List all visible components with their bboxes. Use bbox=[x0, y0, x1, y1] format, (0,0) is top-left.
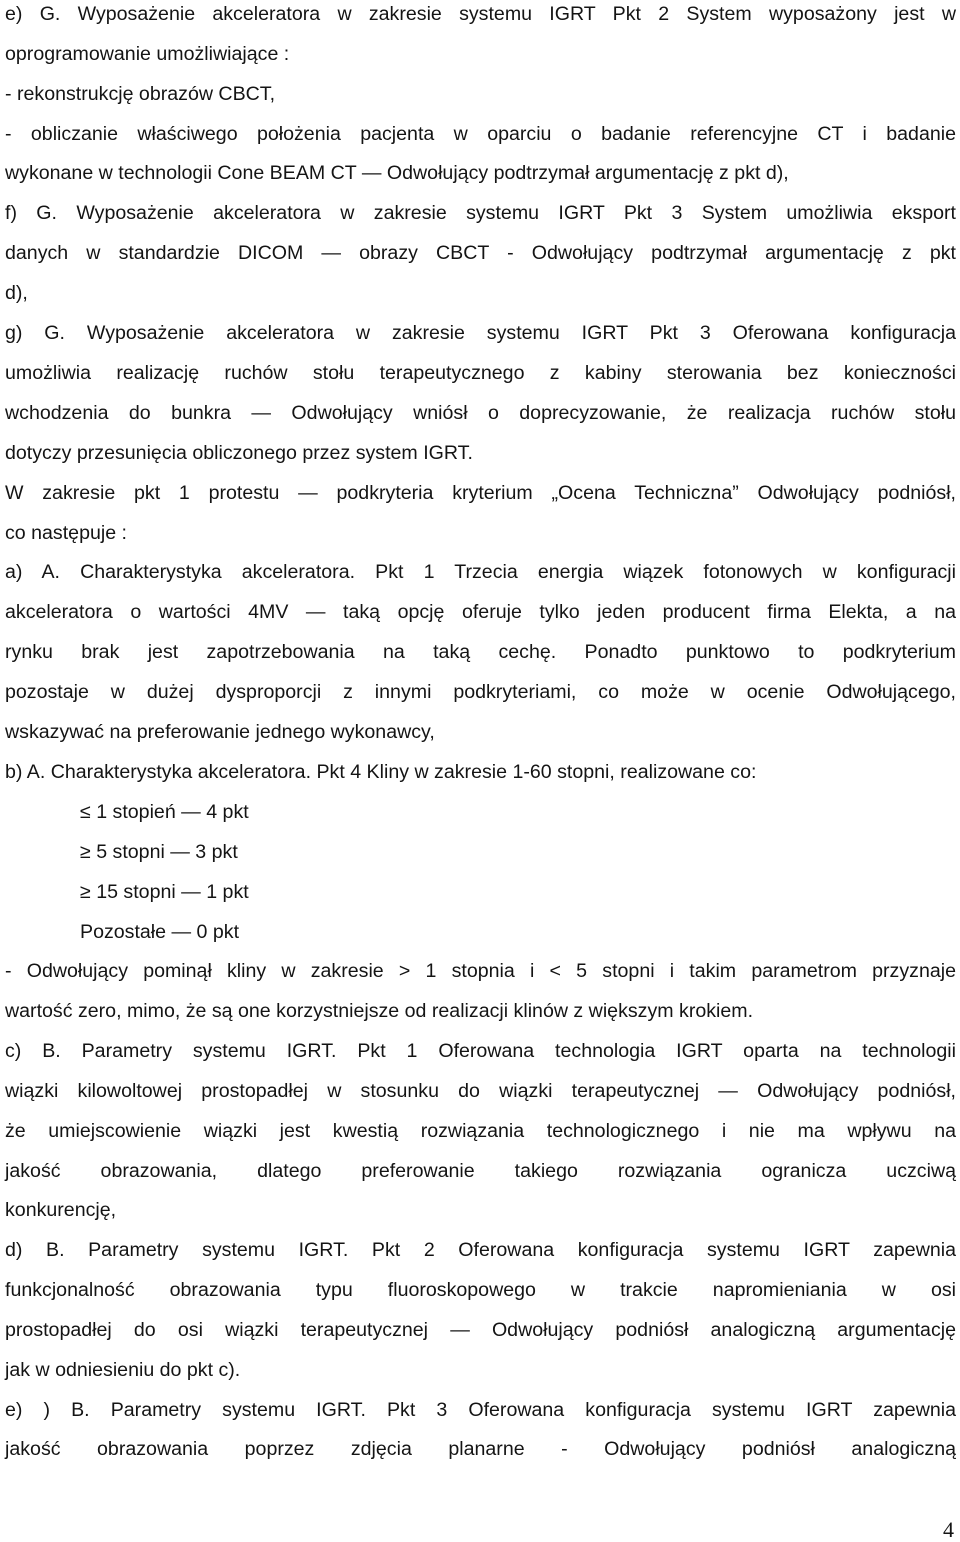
text-line: W zakresie pkt 1 protestu — podkryteria kryterium „Ocena Techniczna” Odwołujący podniósł, bbox=[5, 482, 956, 504]
wedge-score-item: ≤ 1 stopień — 4 pkt bbox=[80, 801, 249, 823]
page-number: 4 bbox=[943, 1517, 954, 1542]
text-line: akceleratora o wartości 4MV — taką opcję oferuje tylko jeden producent firma Elekta, a na bbox=[5, 601, 956, 623]
text-line: - Odwołujący pominął kliny w zakresie > 1 stopnia i < 5 stopni i takim parametrom przyznaje bbox=[5, 960, 956, 982]
wedge-score-item: ≥ 5 stopni — 3 pkt bbox=[80, 841, 238, 863]
text-line: wiązki kilowoltowej prostopadłej w stosunku do wiązki terapeutycznej — Odwołujący podniósł, bbox=[5, 1080, 956, 1102]
text-line: e) ) B. Parametry systemu IGRT. Pkt 3 Oferowana konfiguracja systemu IGRT zapewnia bbox=[5, 1399, 956, 1421]
text-line: co następuje : bbox=[5, 522, 128, 544]
text-line: b) A. Charakterystyka akceleratora. Pkt 4 Kliny w zakresie 1-60 stopni, realizowane co: bbox=[5, 761, 757, 783]
text-line: wskazywać na preferowanie jednego wykonawcy, bbox=[5, 721, 435, 743]
text-line: d) B. Parametry systemu IGRT. Pkt 2 Oferowana konfiguracja systemu IGRT zapewnia bbox=[5, 1239, 956, 1261]
text-line: pozostaje w dużej dysproporcji z innymi podkryteriami, co może w ocenie Odwołującego, bbox=[5, 681, 956, 703]
text-line: rynku brak jest zapotrzebowania na taką cechę. Ponadto punktowo to podkryterium bbox=[5, 641, 956, 663]
text-line: - obliczanie właściwego położenia pacjenta w oparciu o badanie referencyjne CT i badanie bbox=[5, 123, 956, 145]
text-line: a) A. Charakterystyka akceleratora. Pkt 1 Trzecia energia wiązek fotonowych w konfiguracji bbox=[5, 561, 956, 583]
text-line: wchodzenia do bunkra — Odwołujący wniósł o doprecyzowanie, że realizacja ruchów stołu bbox=[5, 402, 956, 424]
text-line: prostopadłej do osi wiązki terapeutycznej — Odwołujący podniósł analogiczną argumentację bbox=[5, 1319, 956, 1341]
wedge-score-item: Pozostałe — 0 pkt bbox=[80, 921, 240, 943]
text-line: wykonane w technologii Cone BEAM CT — Odwołujący podtrzymał argumentację z pkt d), bbox=[5, 162, 789, 184]
text-line: danych w standardzie DICOM — obrazy CBCT - Odwołujący podtrzymał argumentację z pkt bbox=[5, 242, 956, 264]
text-line: konkurencję, bbox=[5, 1199, 117, 1221]
wedge-score-item: ≥ 15 stopni — 1 pkt bbox=[80, 881, 249, 903]
text-line: g) G. Wyposażenie akceleratora w zakresie systemu IGRT Pkt 3 Oferowana konfiguracja bbox=[5, 322, 956, 344]
text-line: dotyczy przesunięcia obliczonego przez system IGRT. bbox=[5, 442, 473, 464]
text-line: d), bbox=[5, 282, 28, 304]
text-line: że umiejscowienie wiązki jest kwestią rozwiązania technologicznego i nie ma wpływu na bbox=[5, 1120, 956, 1142]
text-line: c) B. Parametry systemu IGRT. Pkt 1 Oferowana technologia IGRT oparta na technologii bbox=[5, 1040, 956, 1062]
text-line: oprogramowanie umożliwiające : bbox=[5, 43, 290, 65]
text-line: umożliwia realizację ruchów stołu terapeutycznego z kabiny sterowania bez konieczności bbox=[5, 362, 956, 384]
text-line: jak w odniesieniu do pkt c). bbox=[5, 1359, 241, 1381]
text-line: - rekonstrukcję obrazów CBCT, bbox=[5, 83, 276, 105]
text-line: f) G. Wyposażenie akceleratora w zakresie systemu IGRT Pkt 3 System umożliwia eksport bbox=[5, 202, 956, 224]
text-line: jakość obrazowania, dlatego preferowanie takiego rozwiązania ogranicza uczciwą bbox=[5, 1160, 956, 1182]
text-line: e) G. Wyposażenie akceleratora w zakresie systemu IGRT Pkt 2 System wyposażony jest w bbox=[5, 3, 956, 25]
text-line: funkcjonalność obrazowania typu fluoroskopowego w trakcie napromieniania w osi bbox=[5, 1279, 956, 1301]
text-line: wartość zero, mimo, że są one korzystniejsze od realizacji klinów z większym krokiem. bbox=[5, 1000, 754, 1022]
text-line: jakość obrazowania poprzez zdjęcia planarne - Odwołujący podniósł analogiczną bbox=[5, 1438, 956, 1460]
